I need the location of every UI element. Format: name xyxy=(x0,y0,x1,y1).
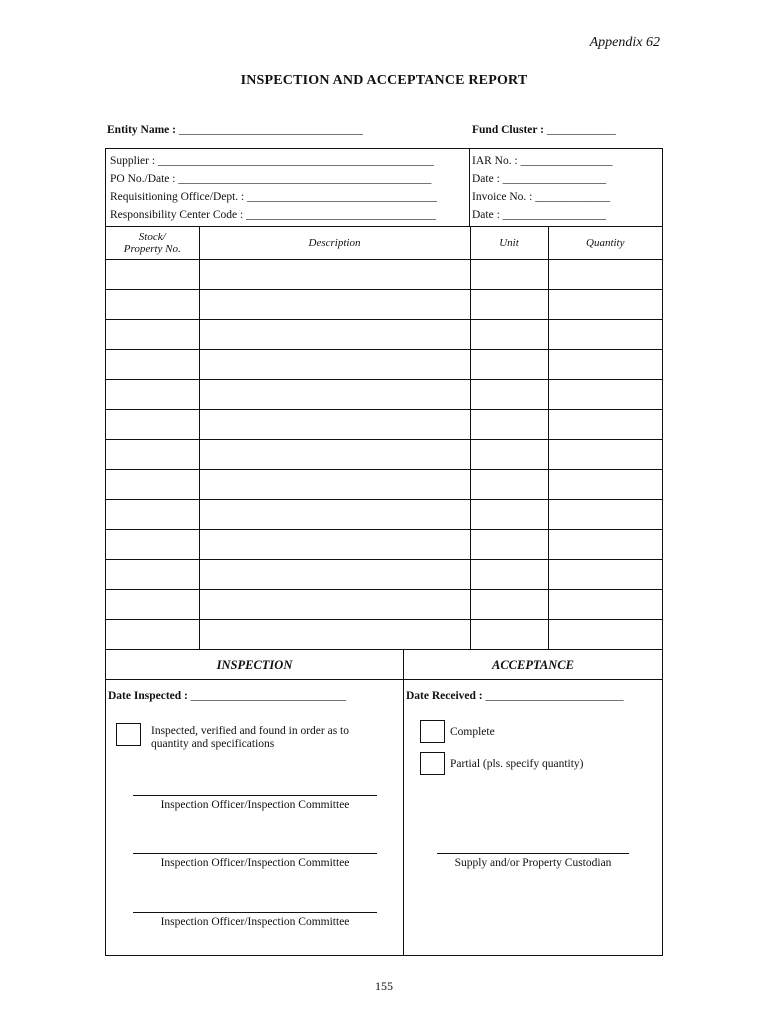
unit-cell[interactable] xyxy=(470,259,548,289)
partial-checkbox[interactable] xyxy=(420,752,445,775)
fund-cluster-label: Fund Cluster : xyxy=(472,124,544,136)
description-column-header: Description xyxy=(199,227,470,259)
table-row xyxy=(106,619,662,649)
page-number: 155 xyxy=(375,979,393,993)
stock-cell[interactable] xyxy=(106,469,199,499)
iar-row xyxy=(472,152,663,170)
quantity-cell[interactable] xyxy=(548,469,662,499)
fund-cluster-field[interactable]: ____________ xyxy=(546,124,616,136)
unit-cell[interactable] xyxy=(470,469,548,499)
supplier-field[interactable]: ________________________________________________ xyxy=(157,155,434,167)
iar-date-row xyxy=(472,170,663,188)
table-row xyxy=(106,259,662,289)
description-cell[interactable] xyxy=(199,409,470,439)
unit-cell[interactable] xyxy=(470,319,548,349)
stock-cell[interactable] xyxy=(106,559,199,589)
description-cell[interactable] xyxy=(199,619,470,649)
quantity-cell[interactable] xyxy=(548,349,662,379)
unit-cell[interactable] xyxy=(470,349,548,379)
page-title: INSPECTION AND ACCEPTANCE REPORT xyxy=(240,73,528,88)
fund-cluster-line xyxy=(472,124,616,136)
custodian-caption: Supply and/or Property Custodian xyxy=(454,857,612,869)
po-label: PO No./Date : xyxy=(110,173,176,185)
description-cell[interactable] xyxy=(199,469,470,499)
stock-cell[interactable] xyxy=(106,409,199,439)
quantity-cell[interactable] xyxy=(548,559,662,589)
table-row xyxy=(106,409,662,439)
po-field[interactable]: ____________________________________________ xyxy=(178,173,432,185)
description-cell[interactable] xyxy=(199,439,470,469)
invoice-field[interactable]: _____________ xyxy=(535,191,610,203)
unit-cell[interactable] xyxy=(470,559,548,589)
table-row xyxy=(106,349,662,379)
inspection-officer-caption-2: Inspection Officer/Inspection Committee xyxy=(160,857,350,869)
iar-date-label: Date : xyxy=(472,173,500,185)
description-cell[interactable] xyxy=(199,289,470,319)
iar-field[interactable]: ________________ xyxy=(520,155,613,167)
unit-column-header: Unit xyxy=(470,227,548,259)
form-header xyxy=(106,149,662,227)
invoice-label: Invoice No. : xyxy=(472,191,533,203)
stock-cell[interactable] xyxy=(106,289,199,319)
partial-checkbox-label: Partial (pls. specify quantity) xyxy=(450,758,584,770)
quantity-cell[interactable] xyxy=(548,529,662,559)
table-row xyxy=(106,529,662,559)
stock-cell[interactable] xyxy=(106,619,199,649)
complete-checkbox-label: Complete xyxy=(450,726,495,738)
description-cell[interactable] xyxy=(199,529,470,559)
date-received-field[interactable]: ________________________ xyxy=(485,690,624,702)
unit-cell[interactable] xyxy=(470,439,548,469)
date-received-line xyxy=(406,690,624,702)
stock-cell[interactable] xyxy=(106,319,199,349)
responsibility-label: Responsibility Center Code : xyxy=(110,209,244,221)
header-left-block xyxy=(106,149,470,226)
unit-cell[interactable] xyxy=(470,499,548,529)
invoice-date-field[interactable]: __________________ xyxy=(502,209,607,221)
stock-cell[interactable] xyxy=(106,439,199,469)
table-row xyxy=(106,379,662,409)
table-row xyxy=(106,319,662,349)
po-row xyxy=(110,170,469,188)
iar-date-field[interactable]: __________________ xyxy=(502,173,607,185)
inspection-header: INSPECTION xyxy=(106,650,403,680)
quantity-cell[interactable] xyxy=(548,289,662,319)
stock-cell[interactable] xyxy=(106,589,199,619)
requisitioning-label: Requisitioning Office/Dept. : xyxy=(110,191,245,203)
responsibility-row xyxy=(110,206,469,224)
responsibility-field[interactable]: _________________________________ xyxy=(246,209,436,221)
unit-cell[interactable] xyxy=(470,289,548,319)
quantity-cell[interactable] xyxy=(548,439,662,469)
stock-property-column-header: Stock/ Property No. xyxy=(106,227,199,259)
custodian-signature-line[interactable] xyxy=(437,853,629,854)
quantity-cell[interactable] xyxy=(548,619,662,649)
date-inspected-field[interactable]: ___________________________ xyxy=(190,690,346,702)
inspection-signature-line-3[interactable] xyxy=(133,912,377,913)
unit-cell[interactable] xyxy=(470,379,548,409)
signature-section xyxy=(106,649,662,955)
description-cell[interactable] xyxy=(199,379,470,409)
quantity-cell[interactable] xyxy=(548,259,662,289)
stock-cell[interactable] xyxy=(106,259,199,289)
table-row xyxy=(106,559,662,589)
inspection-officer-caption-1: Inspection Officer/Inspection Committee xyxy=(160,799,350,811)
supplier-label: Supplier : xyxy=(110,155,156,167)
report-form xyxy=(105,148,663,956)
complete-checkbox[interactable] xyxy=(420,720,445,743)
quantity-cell[interactable] xyxy=(548,319,662,349)
description-cell[interactable] xyxy=(199,349,470,379)
date-received-label: Date Received : xyxy=(406,690,483,702)
quantity-cell[interactable] xyxy=(548,589,662,619)
stock-cell[interactable] xyxy=(106,499,199,529)
table-row xyxy=(106,289,662,319)
table-row xyxy=(106,439,662,469)
quantity-cell[interactable] xyxy=(548,409,662,439)
iar-label: IAR No. : xyxy=(472,155,518,167)
supplier-row xyxy=(110,152,469,170)
entity-name-field[interactable]: ________________________________ xyxy=(178,124,363,136)
requisitioning-field[interactable]: _________________________________ xyxy=(247,191,437,203)
inspected-checkbox-label: Inspected, verified and found in order as to quantity and specifications xyxy=(151,725,349,750)
description-cell[interactable] xyxy=(199,559,470,589)
inspection-panel xyxy=(106,650,404,955)
description-cell[interactable] xyxy=(199,499,470,529)
inspection-signature-line-2[interactable] xyxy=(133,853,377,854)
acceptance-panel xyxy=(404,650,662,955)
unit-cell[interactable] xyxy=(470,409,548,439)
description-cell[interactable] xyxy=(199,589,470,619)
description-cell[interactable] xyxy=(199,259,470,289)
unit-cell[interactable] xyxy=(470,529,548,559)
inspection-officer-caption-3: Inspection Officer/Inspection Committee xyxy=(160,916,350,928)
unit-cell[interactable] xyxy=(470,619,548,649)
stock-cell[interactable] xyxy=(106,349,199,379)
table-row xyxy=(106,589,662,619)
invoice-row xyxy=(472,188,663,206)
requisitioning-row xyxy=(110,188,469,206)
table-row xyxy=(106,469,662,499)
entity-name-line xyxy=(107,124,363,136)
items-header-row xyxy=(106,227,662,259)
entity-name-label: Entity Name : xyxy=(107,124,176,136)
date-inspected-label: Date Inspected : xyxy=(108,690,188,702)
table-row xyxy=(106,499,662,529)
description-cell[interactable] xyxy=(199,319,470,349)
stock-cell[interactable] xyxy=(106,379,199,409)
quantity-cell[interactable] xyxy=(548,499,662,529)
quantity-cell[interactable] xyxy=(548,379,662,409)
date-inspected-line xyxy=(108,690,346,702)
unit-cell[interactable] xyxy=(470,589,548,619)
stock-cell[interactable] xyxy=(106,529,199,559)
acceptance-header: ACCEPTANCE xyxy=(404,650,662,680)
invoice-date-label: Date : xyxy=(472,209,500,221)
inspection-signature-line-1[interactable] xyxy=(133,795,377,796)
invoice-date-row xyxy=(472,206,663,224)
quantity-column-header: Quantity xyxy=(548,227,662,259)
header-right-block xyxy=(470,149,663,226)
inspected-checkbox[interactable] xyxy=(116,723,141,746)
items-table xyxy=(106,227,662,650)
appendix-label: Appendix 62 xyxy=(589,35,660,50)
